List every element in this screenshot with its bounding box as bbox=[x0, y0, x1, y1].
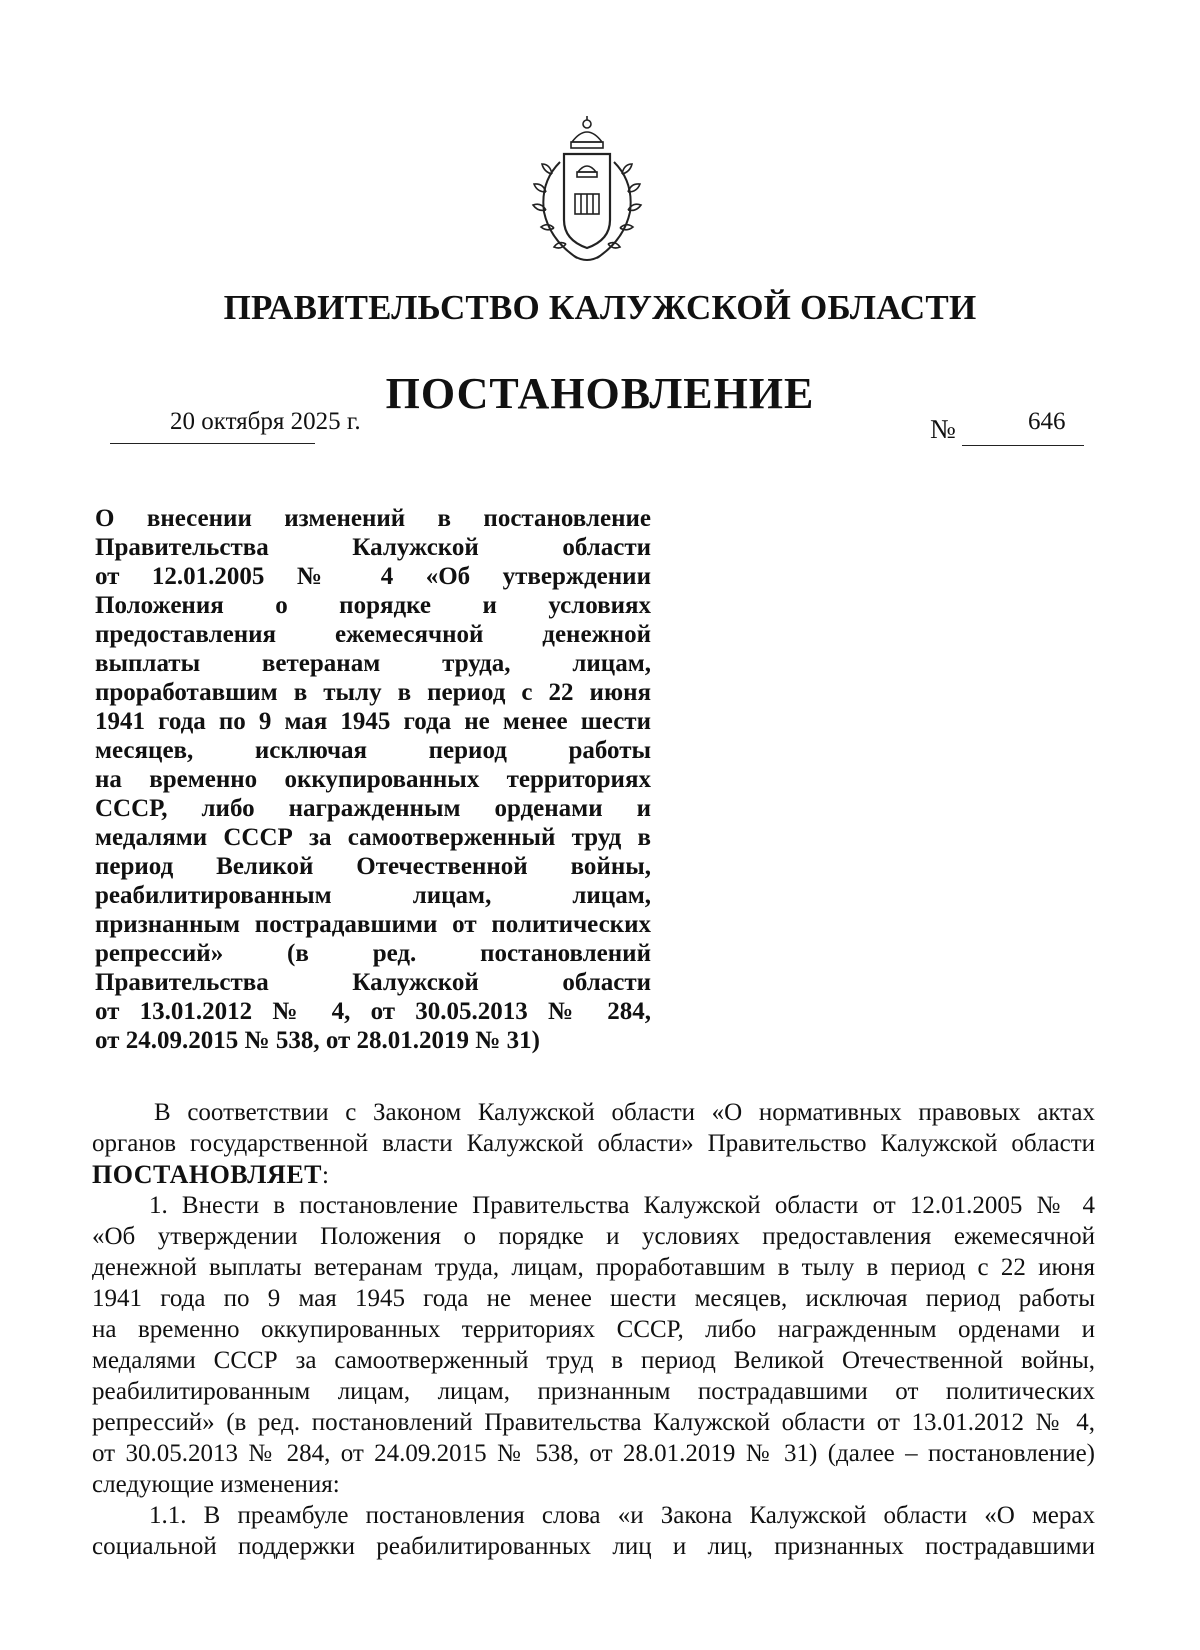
subject-line: СССР, либо награжденным орденами и bbox=[95, 795, 651, 822]
item1-line: на временно оккупированных территориях СССР, либо награжденным орденами и bbox=[92, 1316, 1095, 1343]
subject-line: от 13.01.2012 № 4, от 30.05.2013 № 284, bbox=[95, 998, 651, 1025]
item1-line: реабилитированным лицам, лицам, признанным пострадавшими от политических bbox=[92, 1378, 1095, 1405]
subject-line: реабилитированным лицам, лицам, bbox=[95, 882, 651, 909]
item1-line: медалями СССР за самоотверженный труд в период Великой Отечественной войны, bbox=[92, 1347, 1095, 1374]
subject-line: выплаты ветеранам труда, лицам, bbox=[95, 650, 651, 677]
item1-line: 1. Внести в постановление Правительства Калужской области от 12.01.2005 № 4 bbox=[149, 1192, 1095, 1219]
subject-line: Правительства Калужской области bbox=[95, 534, 651, 561]
decree-colon: : bbox=[322, 1162, 329, 1189]
coat-of-arms-icon bbox=[522, 112, 652, 264]
document-number: 646 bbox=[1028, 408, 1066, 435]
government-title: ПРАВИТЕЛЬСТВО КАЛУЖСКОЙ ОБЛАСТИ bbox=[223, 288, 977, 327]
decree-line bbox=[92, 1159, 1095, 1190]
number-underline bbox=[962, 445, 1084, 446]
subject-line: признанным пострадавшими от политических bbox=[95, 911, 651, 938]
subject-line: месяцев, исключая период работы bbox=[95, 737, 651, 764]
subject-line: репрессий» (в ред. постановлений bbox=[95, 940, 651, 967]
document-body bbox=[92, 1097, 1095, 1562]
item1-line: 1941 года по 9 мая 1945 года не менее шести месяцев, исключая период работы bbox=[92, 1285, 1095, 1312]
item1-line: от 30.05.2013 № 284, от 24.09.2015 № 538, от 28.01.2019 № 31) (далее – постановление) bbox=[92, 1440, 1095, 1467]
item1-line: репрессий» (в ред. постановлений Правительства Калужской области от 13.01.2012 № 4, bbox=[92, 1409, 1095, 1436]
preamble-line: В соответствии с Законом Калужской области «О нормативных правовых актах bbox=[154, 1099, 1095, 1126]
subject-line: период Великой Отечественной войны, bbox=[95, 853, 651, 880]
subject-line: Положения о порядке и условиях bbox=[95, 592, 651, 619]
item1-line: денежной выплаты ветеранам труда, лицам, проработавшим в тылу в период с 22 июня bbox=[92, 1254, 1095, 1281]
subject-line: 1941 года по 9 мая 1945 года не менее шести bbox=[95, 708, 651, 735]
subject-line: медалями СССР за самоотверженный труд в bbox=[95, 824, 651, 851]
subject-line: Правительства Калужской области bbox=[95, 969, 651, 996]
subject-line: от 12.01.2005 № 4 «Об утверждении bbox=[95, 563, 651, 590]
number-label: № bbox=[930, 414, 956, 444]
decree-word: ПОСТАНОВЛЯЕТ bbox=[92, 1160, 322, 1189]
subject-line: предоставления ежемесячной денежной bbox=[95, 621, 651, 648]
date-underline bbox=[110, 443, 315, 444]
preamble-line: органов государственной власти Калужской области» Правительство Калужской области bbox=[92, 1130, 1095, 1157]
subject-line: проработавшим в тылу в период с 22 июня bbox=[95, 679, 651, 706]
item11-line: 1.1. В преамбуле постановления слова «и Закона Калужской области «О мерах bbox=[149, 1502, 1095, 1529]
item11-line: социальной поддержки реабилитированных лиц и лиц, признанных пострадавшими bbox=[92, 1533, 1095, 1560]
subject-line: О внесении изменений в постановление bbox=[95, 505, 651, 532]
subject-line: на временно оккупированных территориях bbox=[95, 766, 651, 793]
document-subject bbox=[95, 504, 651, 1055]
item1-line: «Об утверждении Положения о порядке и условиях предоставления ежемесячной bbox=[92, 1223, 1095, 1250]
document-date: 20 октября 2025 г. bbox=[170, 408, 361, 435]
item1-line: следующие изменения: bbox=[92, 1471, 340, 1498]
document-type-title: ПОСТАНОВЛЕНИЕ bbox=[385, 369, 815, 418]
subject-line: от 24.09.2015 № 538, от 28.01.2019 № 31) bbox=[95, 1027, 540, 1054]
